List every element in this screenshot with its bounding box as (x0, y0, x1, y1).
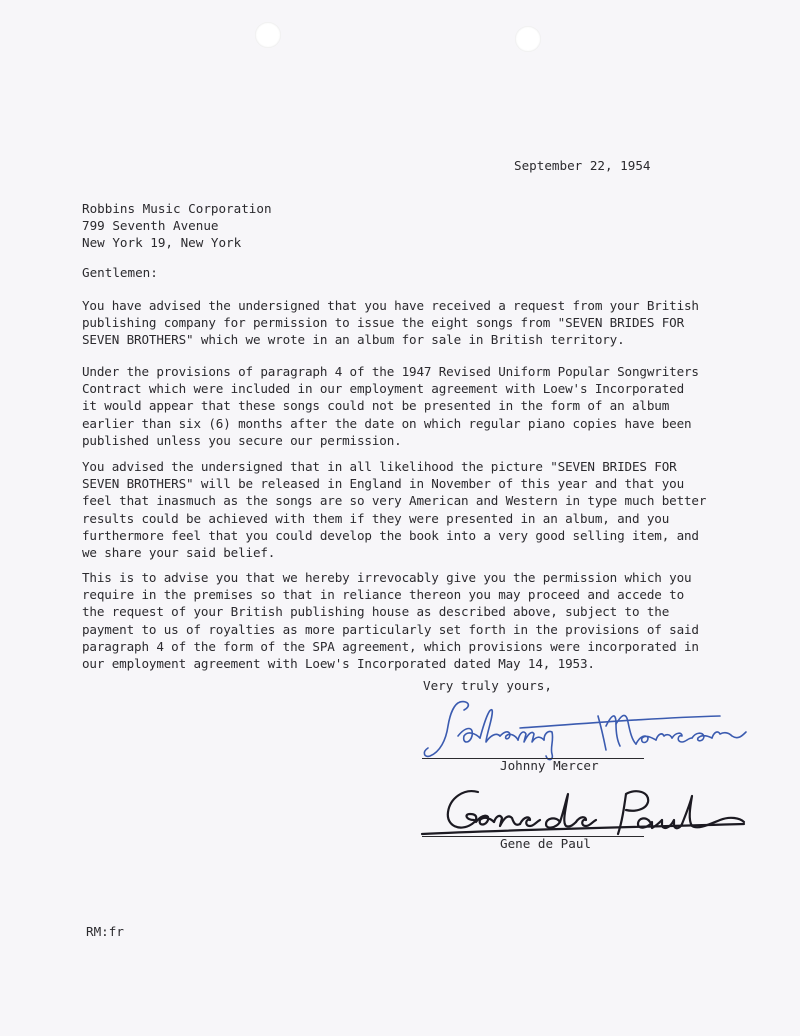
paragraph-line: our employment agreement with Loew's Incorporated dated May 14, 1953. (82, 656, 595, 672)
recipient-city: New York 19, New York (82, 235, 242, 250)
recipient-address (82, 200, 272, 251)
recipient-street: 799 Seventh Avenue (82, 218, 219, 233)
paragraph-3 (82, 458, 750, 561)
signatory-name-1: Johnny Mercer (500, 758, 599, 773)
paragraph-line: You advised the undersigned that in all likelihood the picture "SEVEN BRIDES FOR (82, 459, 677, 474)
paragraph-4 (82, 569, 750, 672)
reference-initials: RM:fr (86, 924, 124, 939)
letter-date: September 22, 1954 (514, 158, 651, 173)
signature-johnny-mercer (420, 696, 760, 766)
paragraph-line: earlier than six (6) months after the date on which regular piano copies have been (82, 415, 692, 431)
paragraph-line: publishing company for permission to issue the eight songs from "SEVEN BRIDES FOR (82, 315, 684, 331)
paragraph-line: it would appear that these songs could not be presented in the form of an album (82, 398, 670, 414)
paragraph-line: You have advised the undersigned that you have received a request from your British (82, 298, 699, 313)
paragraph-line: Under the provisions of paragraph 4 of the 1947 Revised Uniform Popular Songwriters (82, 364, 699, 379)
paragraph-line: furthermore feel that you could develop the book into a very good selling item, and (82, 527, 699, 543)
signature-gene-de-paul (420, 784, 760, 844)
salutation: Gentlemen: (82, 265, 158, 280)
paragraph-line: SEVEN BROTHERS" will be released in England in November of this year and that you (82, 476, 684, 492)
closing: Very truly yours, (423, 678, 552, 693)
paragraph-line: published unless you secure our permission. (82, 432, 402, 448)
punch-hole-right (515, 26, 541, 52)
paragraph-line: results could be achieved with them if they were presented in an album, and you (82, 510, 670, 526)
paragraph-line: Contract which were included in our employment agreement with Loew's Incorporated (82, 381, 684, 397)
signatory-name-2: Gene de Paul (500, 836, 591, 851)
paragraph-line: payment to us of royalties as more particularly set forth in the provisions of said (82, 621, 699, 637)
paragraph-line: SEVEN BROTHERS" which we wrote in an album for sale in British territory. (82, 332, 625, 348)
paragraph-line: the request of your British publishing house as described above, subject to the (82, 604, 670, 620)
paragraph-line: This is to advise you that we hereby irrevocably give you the permission which you (82, 570, 692, 585)
paragraph-line: paragraph 4 of the form of the SPA agreement, which provisions were incorporated in (82, 638, 699, 654)
paragraph-1 (82, 297, 750, 349)
paragraph-line: require in the premises so that in reliance thereon you may proceed and accede to (82, 587, 684, 603)
paragraph-2 (82, 363, 750, 449)
recipient-name: Robbins Music Corporation (82, 201, 272, 216)
paragraph-line: feel that inasmuch as the songs are so very American and Western in type much better (82, 493, 707, 509)
punch-hole-left (255, 22, 281, 48)
paragraph-line: we share your said belief. (82, 545, 276, 561)
